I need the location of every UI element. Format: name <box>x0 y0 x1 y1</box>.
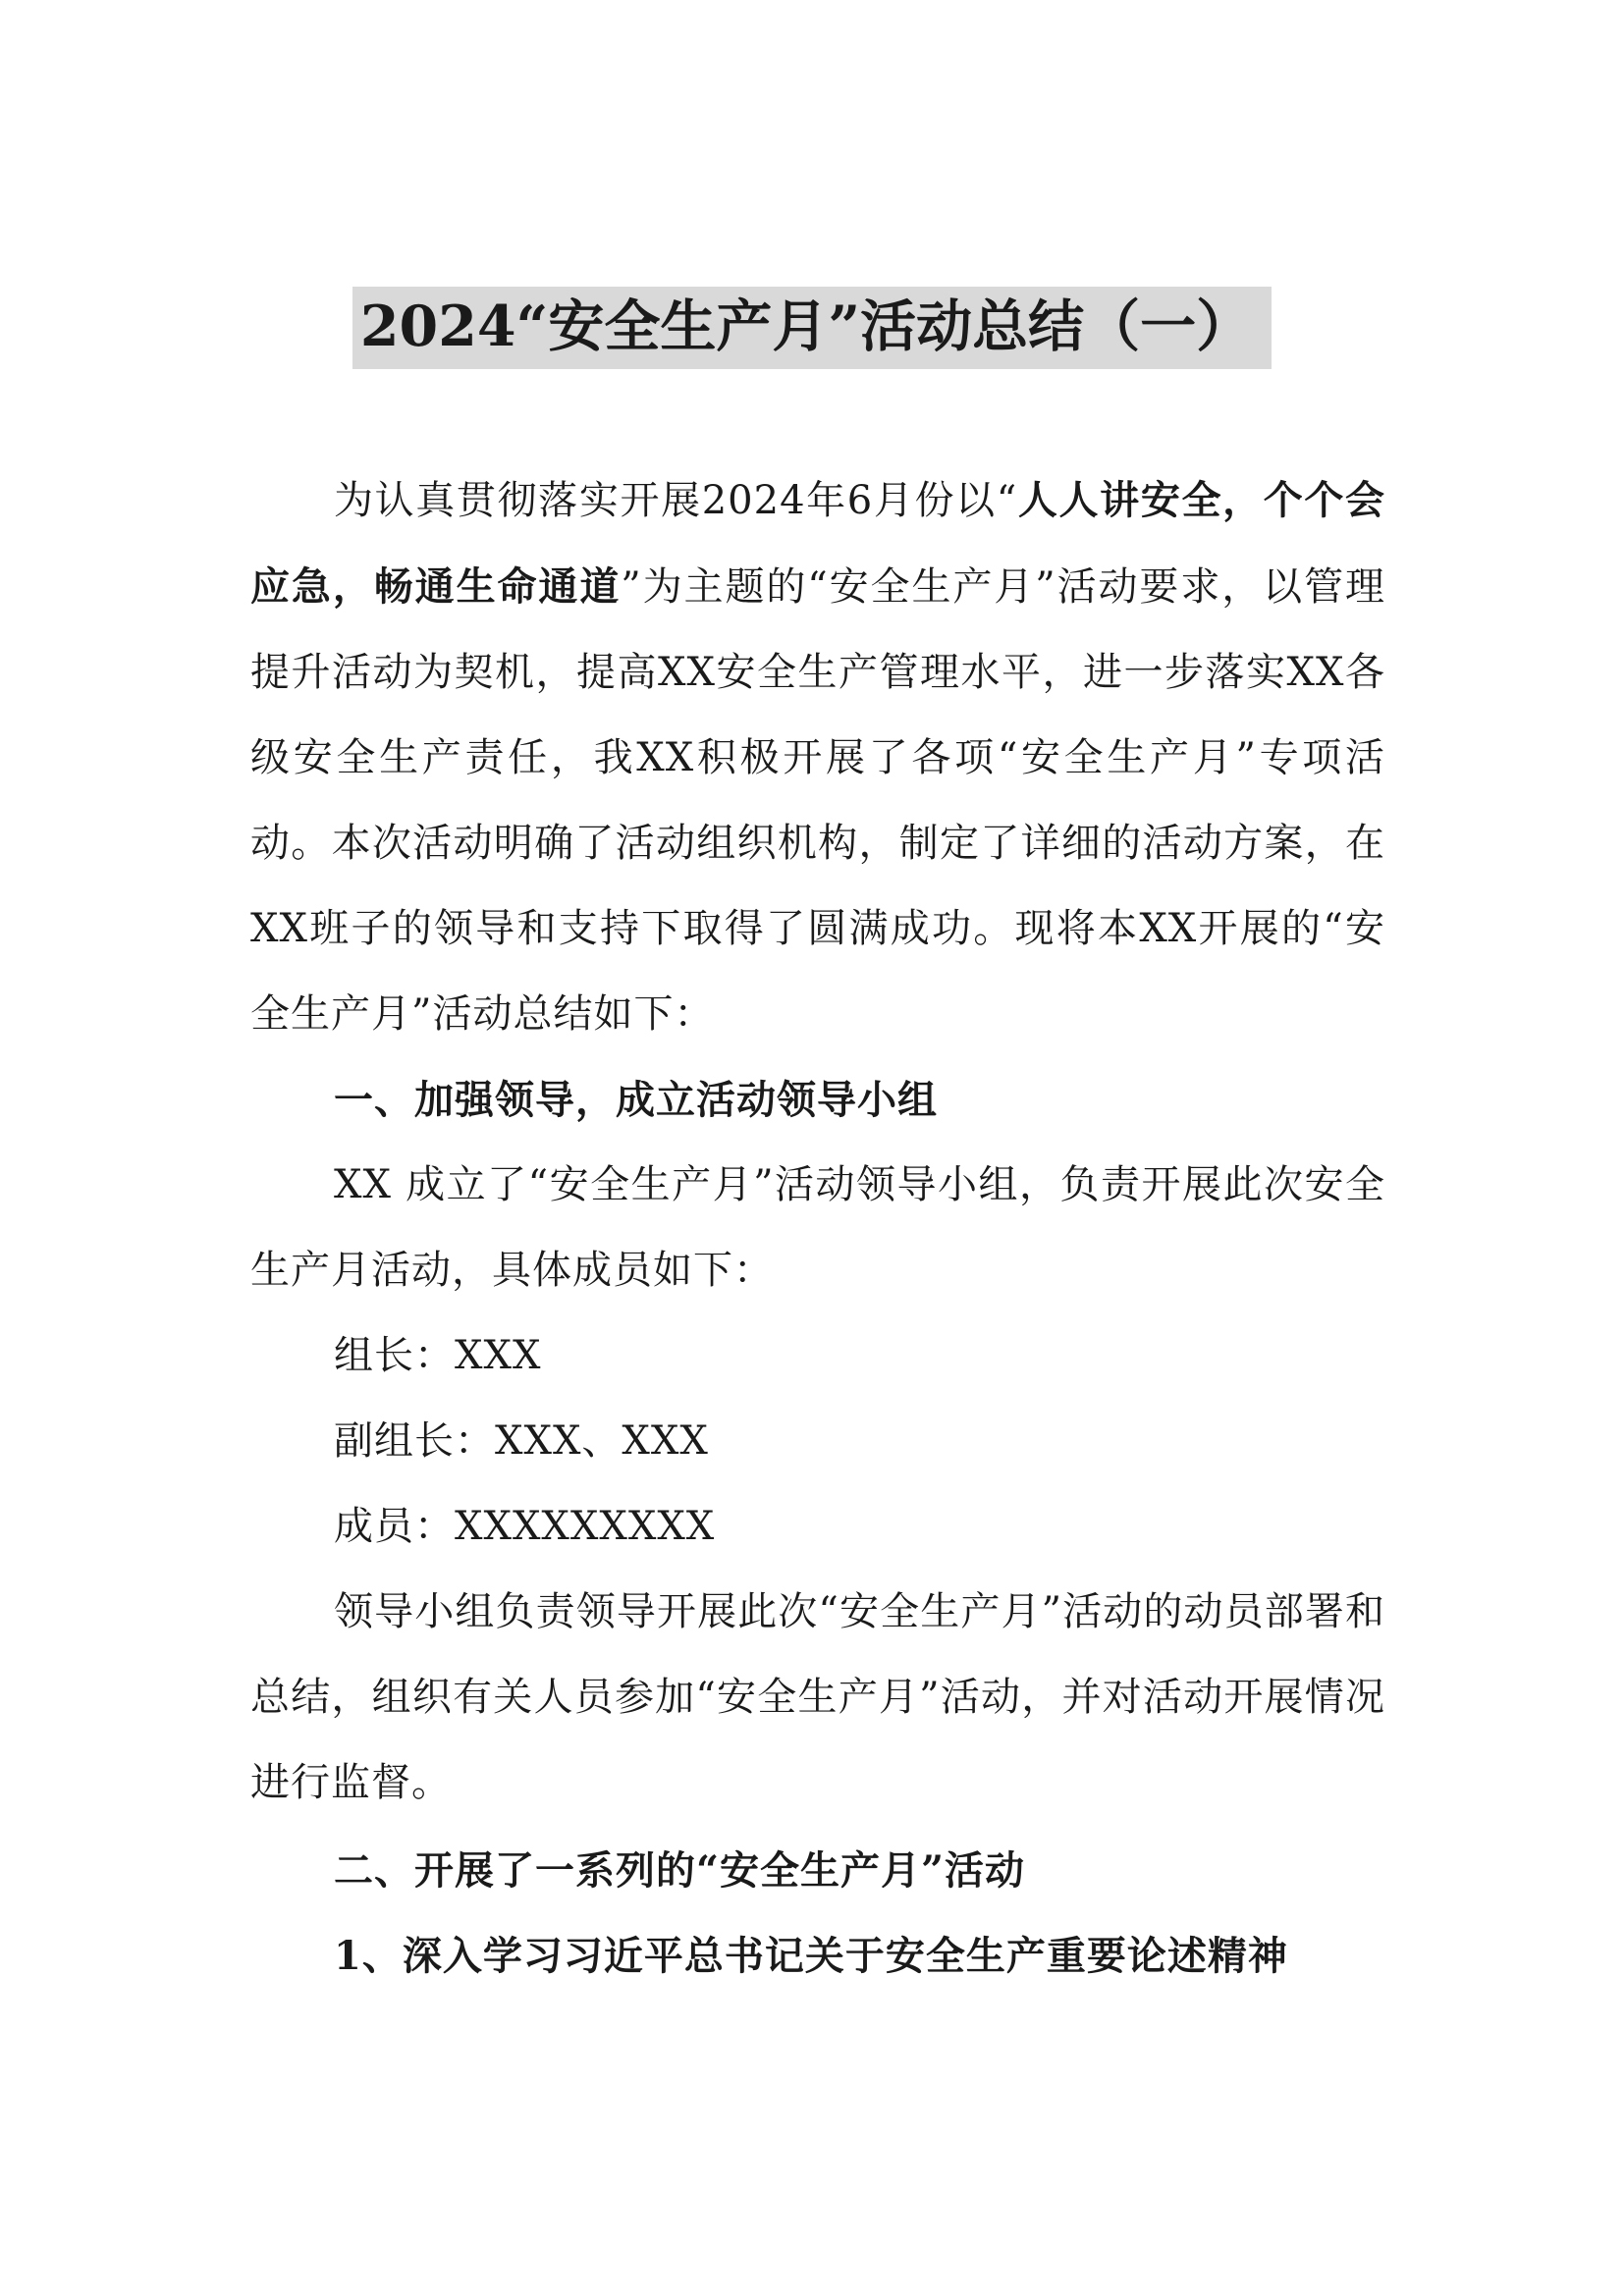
intro-paragraph <box>250 457 1385 1057</box>
document-body <box>250 457 1385 1999</box>
title-container <box>0 287 1624 369</box>
section1-paragraph: XX 成立了“安全生产月”活动领导小组，负责开展此次安全生产月活动，具体成员如下： <box>250 1162 1385 1293</box>
section2-heading: 二、开展了一系列的“安全生产月”活动 <box>334 1847 1026 1894</box>
intro-text-2: ”为主题的“安全生产月”活动要求，以管理提升活动为契机，提高XX安全生产管理水平，进一步落实XX各级安全生产责任，我XX积极开展了各项“安全生产月”专项活动。本次活动明确了活动组织机构，制定了详细的活动方案，在XX班子的领导和支持下取得了圆满成功。现将本XX开展的“安全生产月”活动总结如下： <box>250 564 1385 1037</box>
section1-heading: 一、加强领导，成立活动领导小组 <box>334 1077 938 1123</box>
subsection1-heading: 1、深入学习习近平总书记关于安全生产重要论述精神 <box>334 1933 1288 1979</box>
leader-line: 组长：XXX <box>334 1333 542 1378</box>
document-title: 2024“安全生产月”活动总结（一） <box>352 287 1272 369</box>
deputy-leader-line: 副组长：XXX、XXX <box>334 1418 709 1464</box>
section1-duty-paragraph: 领导小组负责领导开展此次“安全生产月”活动的动员部署和总结，组织有关人员参加“安全生产月”活动，并对活动开展情况进行监督。 <box>250 1589 1385 1805</box>
members-line: 成员：XXXXXXXXX <box>334 1504 716 1549</box>
intro-text-1: 为认真贯彻落实开展2024年6月份以“ <box>334 478 1018 523</box>
intro-theme-bold: 人人讲安全，个个会应急，畅通生命通道 <box>250 477 1386 610</box>
